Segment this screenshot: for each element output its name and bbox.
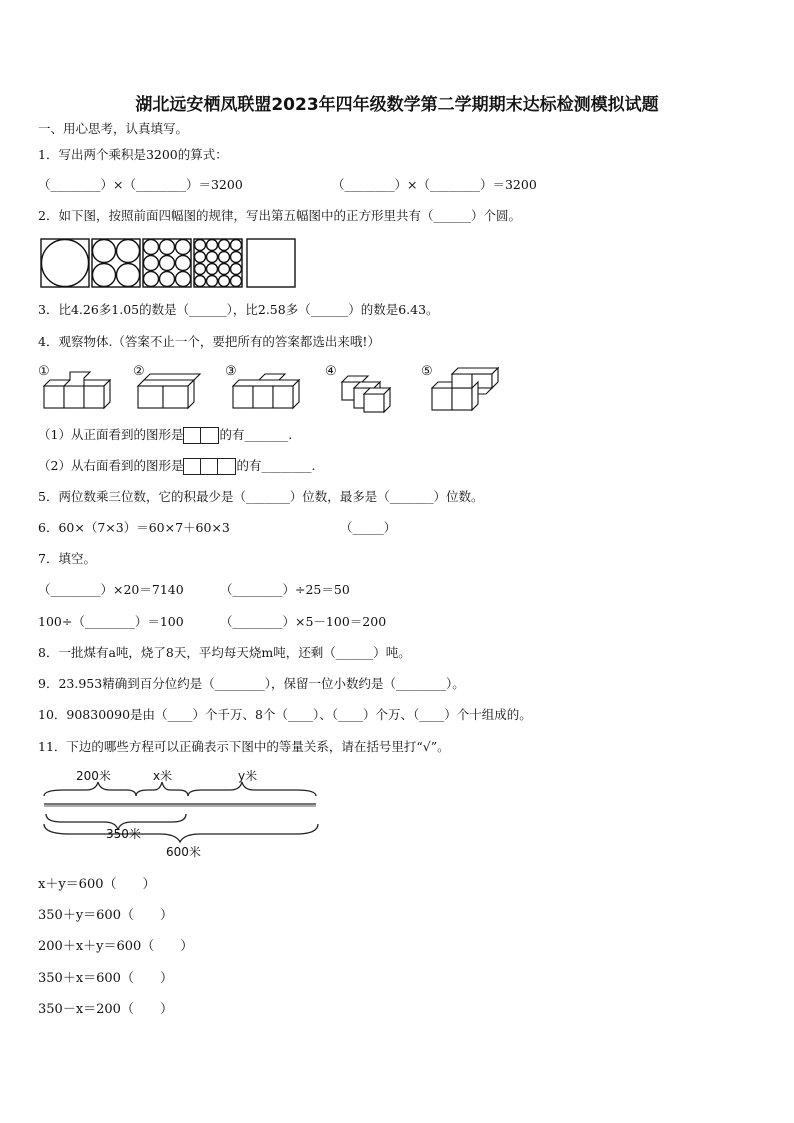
q4-sub2 xyxy=(38,458,315,475)
question-1: 1．写出两个乘积是3200的算式： xyxy=(38,147,228,162)
cube-arrangements-image xyxy=(38,366,508,416)
q4-sub1 xyxy=(38,427,292,444)
question-2: 2．如下图，按照前面四幅图的规律，写出第五幅图中的正方形里共有（______）个圆。 xyxy=(38,208,521,223)
circle xyxy=(42,240,89,287)
equation-1: x＋y＝600（ ） xyxy=(38,877,156,892)
q1-line-a: （________）×（________）＝3200 xyxy=(38,177,243,192)
square-3 xyxy=(143,239,191,287)
q4-sub1-prefix: （1）从正面看到的图形是 xyxy=(38,427,184,442)
q4-sub2-suffix: 的有________. xyxy=(236,458,316,473)
label-350: 350米 xyxy=(106,827,141,841)
label-x: x米 xyxy=(153,769,173,783)
label-y: y米 xyxy=(238,769,258,783)
cube-figure-3 xyxy=(233,374,299,408)
cube-figure-4 xyxy=(342,376,390,412)
question-8: 8．一批煤有a吨，烧了8天，平均每天烧m吨，还剩（______）吨。 xyxy=(38,645,411,660)
cube-figure-5 xyxy=(432,368,498,410)
equation-3: 200＋x＋y＝600（ ） xyxy=(38,939,194,954)
figure-label-2: ② xyxy=(133,364,145,379)
q7-r1a: （________）×20＝7140 xyxy=(38,582,184,597)
q1-line-b: （________）×（________）＝3200 xyxy=(332,177,537,192)
cube-figure-2 xyxy=(138,374,200,408)
label-200: 200米 xyxy=(76,769,111,783)
q7-r1b: （________）÷25＝50 xyxy=(220,582,350,597)
question-5: 5．两位数乘三位数，它的积最少是（_______）位数，最多是（_______）位数。 xyxy=(38,489,484,504)
equation-2: 350＋y＝600（ ） xyxy=(38,908,173,923)
right-view-shape xyxy=(183,458,236,475)
question-6: 6．60×（7×3）＝60×7＋60×3 xyxy=(38,520,230,535)
q6-blank: （_____） xyxy=(340,520,397,535)
square-5 xyxy=(247,239,295,287)
question-3: 3．比4.26多1.05的数是（______），比2.58多（______）的数是6.43。 xyxy=(38,302,439,317)
q4-sub2-prefix: （2）从右面看到的图形是 xyxy=(38,458,184,473)
equation-5: 350－x＝200（ ） xyxy=(38,1002,173,1017)
figure-label-1: ① xyxy=(38,364,50,379)
equation-4: 350＋x＝600（ ） xyxy=(38,971,173,986)
label-600: 600米 xyxy=(166,845,201,859)
question-9: 9．23.953精确到百分位约是（________），保留一位小数约是（________）。 xyxy=(38,676,465,691)
front-view-shape xyxy=(183,427,219,444)
figure-label-3: ③ xyxy=(225,364,237,379)
page-title: 湖北远安栖凤联盟2023年四年级数学第二学期期末达标检测模拟试题 xyxy=(135,95,659,115)
square-2 xyxy=(92,239,140,287)
figure-label-4: ④ xyxy=(325,364,337,379)
cube-figure-1 xyxy=(44,372,110,408)
circles-sequence-image xyxy=(40,238,302,290)
question-10: 10．90830090是由（____）个千万、8个（____）、（____）个万、（____）个十组成的。 xyxy=(38,707,532,722)
q7-r2b: （________）×5－100＝200 xyxy=(220,614,387,629)
question-7: 7．填空。 xyxy=(38,551,96,566)
section-heading: 一、用心思考，认真填写。 xyxy=(38,121,189,136)
q4-sub1-suffix: 的有_______. xyxy=(219,427,293,442)
q7-r2a: 100÷（________）＝100 xyxy=(38,614,184,629)
figure-label-5: ⑤ xyxy=(421,364,433,379)
question-4: 4．观察物体.（答案不止一个，要把所有的答案都选出来哦!） xyxy=(38,334,380,349)
line-segment-image xyxy=(40,766,330,862)
question-11: 11．下边的哪些方程可以正确表示下图中的等量关系，请在括号里打“√”。 xyxy=(38,739,450,754)
